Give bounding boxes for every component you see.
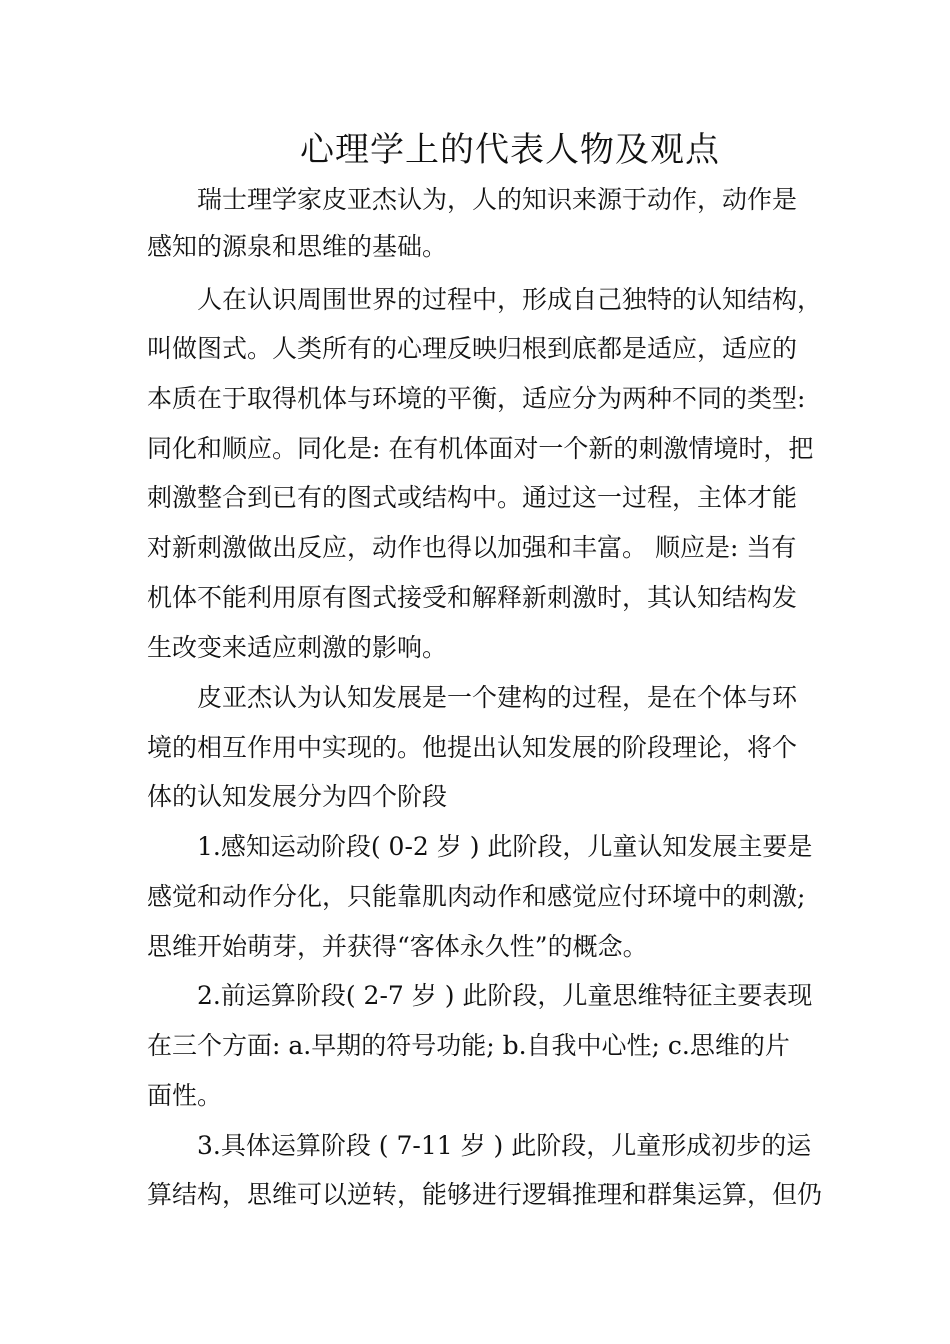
paragraph-line: 1.感知运动阶段( 0-2 岁 ) 此阶段，儿童认知发展主要是: [197, 832, 813, 861]
paragraph-line: 刺激整合到已有的图式或结构中。通过这一过程，主体才能: [147, 483, 798, 512]
paragraph-line: 思维开始萌芽，并获得“客体永久性”的概念。: [147, 932, 648, 961]
paragraph-line: 感觉和动作分化，只能靠肌肉动作和感觉应付环境中的刺激;: [147, 882, 806, 911]
paragraph-line: 生改变来适应刺激的影响。: [147, 633, 448, 662]
paragraph-line: 机体不能利用原有图式接受和解释新刺激时，其认知结构发: [147, 583, 798, 612]
document-title: 心理学上的代表人物及观点: [300, 130, 720, 170]
paragraph-line: 叫做图式。人类所有的心理反映归根到底都是适应，适应的: [147, 334, 798, 363]
paragraph-line: 境的相互作用中实现的。他提出认知发展的阶段理论，将个: [147, 733, 798, 762]
paragraph-line: 算结构，思维可以逆转，能够进行逻辑推理和群集运算，但仍: [147, 1180, 823, 1209]
paragraph-line: 体的认知发展分为四个阶段: [147, 782, 448, 811]
paragraph-line: 同化和顺应。同化是: 在有机体面对一个新的刺激情境时，把: [147, 434, 814, 463]
paragraph-line: 本质在于取得机体与环境的平衡，适应分为两种不同的类型:: [147, 384, 806, 413]
paragraph-line: 面性。: [147, 1081, 223, 1110]
paragraph-line: 3.具体运算阶段 ( 7-11 岁 ) 此阶段，儿童形成初步的运: [197, 1131, 812, 1160]
paragraph-line: 2.前运算阶段( 2-7 岁 ) 此阶段，儿童思维特征主要表现: [197, 981, 813, 1010]
paragraph-line: 在三个方面: a.早期的符号功能; b.自我中心性; c.思维的片: [147, 1031, 790, 1060]
paragraph-line: 皮亚杰认为认知发展是一个建构的过程，是在个体与环: [197, 683, 798, 712]
paragraph-line: 人在认识周围世界的过程中，形成自己独特的认知结构，: [197, 285, 823, 314]
paragraph-line: 对新刺激做出反应，动作也得以加强和丰富。 顺应是: 当有: [147, 533, 797, 562]
paragraph-line: 感知的源泉和思维的基础。: [147, 232, 448, 261]
paragraph-line: 瑞士理学家皮亚杰认为，人的知识来源于动作，动作是: [197, 185, 798, 214]
